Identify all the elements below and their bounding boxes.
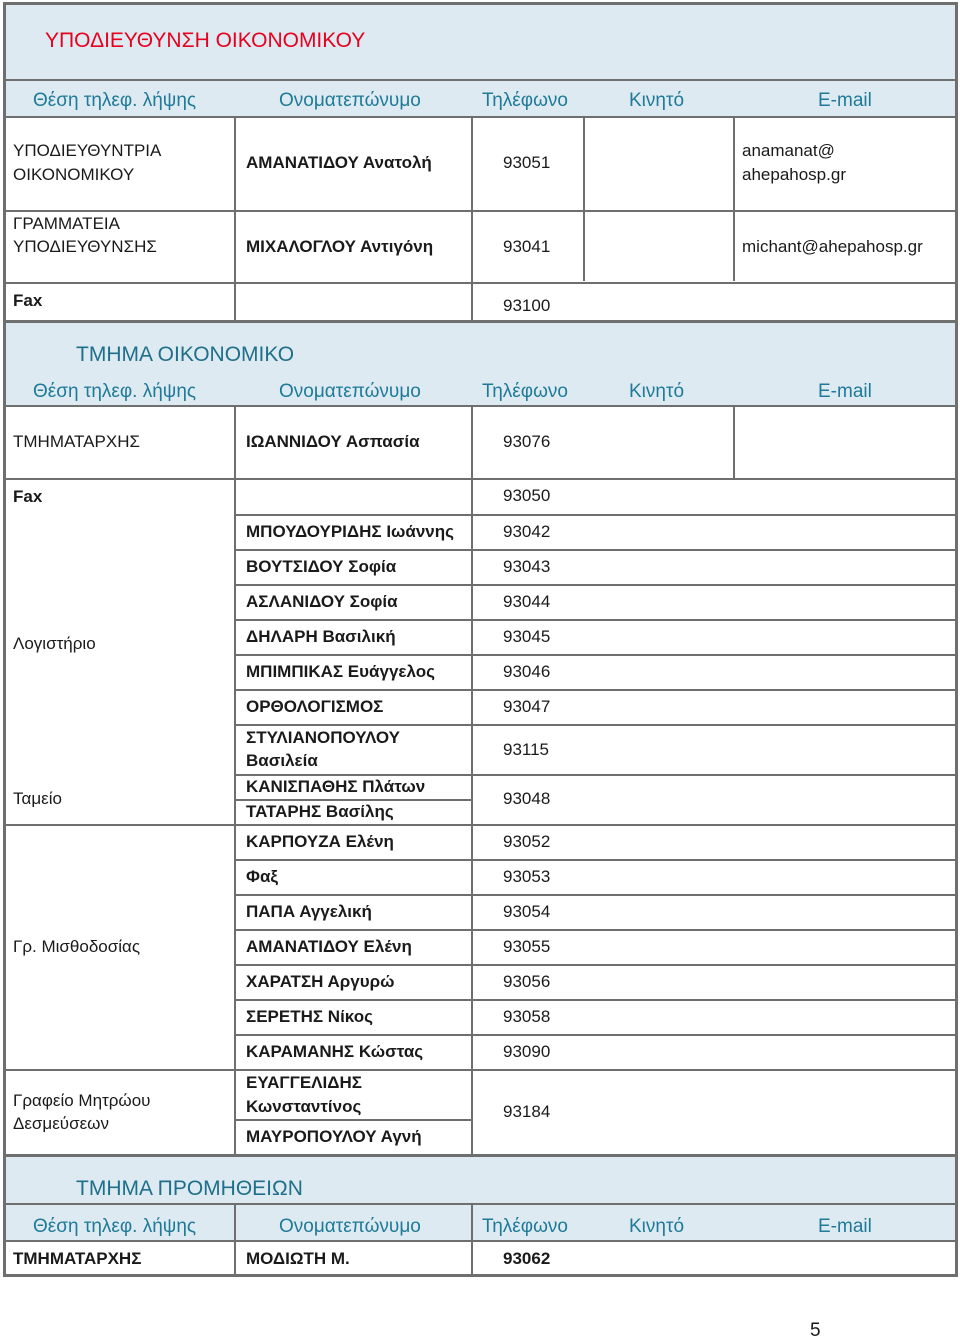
name-cell: ΜΟΔΙΩΤΗ Μ. [246,1249,350,1268]
phone-cell: 93050 [503,486,551,505]
column-header-phone: Τηλέφωνο [482,90,568,111]
phone-cell: 93184 [503,1102,551,1121]
phone-cell: 93042 [503,522,551,541]
column-header-email: E-mail [818,1216,872,1237]
name-cell: ΚΑΡΠΟΥΖΑ Ελένη [246,832,394,851]
section3-title: ΤΜΗΜΑ ΠΡΟΜΗΘΕΙΩΝ [76,1177,303,1200]
column-header-name: Ονοματεπώνυμο [279,381,421,402]
email-cell: anamanat@ [742,141,835,160]
name-cell: ΑΜΑΝΑΤΙΔΟΥ Ανατολή [246,153,432,172]
position-cell: ΥΠΟΔΙΕΥΘΥΝΣΗΣ [13,237,157,256]
name-cell: ΕΥΑΓΓΕΛΙΔΗΣ [246,1073,362,1092]
name-cell: ΜΠΙΜΠΙΚΑΣ Ευάγγελος [246,662,435,681]
position-cell: ΤΜΗΜΑΤΑΡΧΗΣ [13,432,140,451]
phone-cell: 93043 [503,557,551,576]
column-header-mobile: Κινητό [629,90,685,111]
phone-cell: 93056 [503,972,551,991]
name-cell: Κωνσταντίνος [246,1097,362,1116]
fax-label: Fax [13,291,43,310]
phone-cell: 93046 [503,662,551,681]
column-header-position: Θέση τηλεφ. λήψης [33,1216,197,1237]
phone-cell: 93090 [503,1042,551,1061]
phone-cell: 93054 [503,902,551,921]
position-cell: ΓΡΑΜΜΑΤΕΙΑ [13,214,120,233]
name-cell: ΤΑΤΑΡΗΣ Βασίλης [246,802,394,821]
position-cell: ΥΠΟΔΙΕΥΘΥΝΤΡΙΑ [13,141,162,160]
column-header-email: E-mail [818,90,872,111]
name-cell: ΑΣΛΑΝΙΔΟΥ Σοφία [246,592,398,611]
phone-cell: 93115 [503,740,550,759]
name-cell: ΣΕΡΕΤΗΣ Νίκος [246,1007,373,1026]
name-cell: Βασιλεία [246,751,318,770]
phone-cell: 93062 [503,1249,551,1268]
column-header-position: Θέση τηλεφ. λήψης [33,90,197,111]
name-cell: ΙΩΑΝΝΙΔΟΥ Ασπασία [246,432,420,451]
position-cell: ΤΜΗΜΑΤΑΡΧΗΣ [13,1249,142,1268]
phone-cell: 93052 [503,832,551,851]
phone-cell: 93058 [503,1007,551,1026]
name-cell: Φαξ [246,867,278,886]
phone-cell: 93076 [503,432,551,451]
phone-cell: 93100 [503,296,551,315]
column-header-position: Θέση τηλεφ. λήψης [33,381,197,402]
fax-label: Fax [13,487,43,506]
phone-cell: 93051 [503,153,551,172]
name-cell: ΜΑΥΡΟΠΟΥΛΟΥ Αγνή [246,1127,422,1146]
name-cell: ΒΟΥΤΣΙΔΟΥ Σοφία [246,557,397,576]
phone-cell: 93048 [503,789,551,808]
group-label: Δεσμεύσεων [13,1114,109,1133]
phone-cell: 93055 [503,937,551,956]
page-number: 5 [810,1320,821,1341]
group-label: Ταμείο [13,789,62,808]
phone-cell: 93041 [503,237,551,256]
name-cell: ΟΡΘΟΛΟΓΙΣΜΟΣ [246,697,384,716]
email-cell: michant@ahepahosp.gr [742,237,923,256]
group-label: Λογιστήριο [13,634,96,653]
contact-directory [3,2,958,1276]
name-cell: ΠΑΠΑ Αγγελική [246,902,372,921]
group-label: Γραφείο Μητρώου [13,1091,151,1110]
name-cell: ΔΗΛΑΡΗ Βασιλική [246,627,396,646]
name-cell: ΧΑΡΑΤΣΗ Αργυρώ [246,972,395,991]
column-header-phone: Τηλέφωνο [482,1216,568,1237]
column-header-phone: Τηλέφωνο [482,381,568,402]
name-cell: ΜΠΟΥΔΟΥΡΙΔΗΣ Ιωάννης [246,522,454,541]
column-header-mobile: Κινητό [629,381,685,402]
name-cell: ΚΑΡΑΜΑΝΗΣ Κώστας [246,1042,424,1061]
phone-cell: 93053 [503,867,551,886]
phone-cell: 93044 [503,592,551,611]
group-label: Γρ. Μισθοδοσίας [13,937,141,956]
column-header-mobile: Κινητό [629,1216,685,1237]
column-header-name: Ονοματεπώνυμο [279,90,421,111]
name-cell: ΑΜΑΝΑΤΙΔΟΥ Ελένη [246,937,412,956]
position-cell: ΟΙΚΟΝΟΜΙΚΟΥ [13,165,135,184]
column-header-email: E-mail [818,381,872,402]
email-cell: ahepahosp.gr [742,165,846,184]
section2-title: ΤΜΗΜΑ ΟΙΚΟΝΟΜΙΚΟ [76,343,295,366]
phone-cell: 93045 [503,627,551,646]
section1-title: ΥΠΟΔΙΕΥΘΥΝΣΗ ΟΙΚΟΝΟΜΙΚΟΥ [45,29,366,52]
name-cell: ΜΙΧΑΛΟΓΛΟΥ Αντιγόνη [246,237,434,256]
name-cell: ΚΑΝΙΣΠΑΘΗΣ Πλάτων [246,777,426,796]
name-cell: ΣΤΥΛΙΑΝΟΠΟΥΛΟΥ [246,728,401,747]
column-header-name: Ονοματεπώνυμο [279,1216,421,1237]
phone-cell: 93047 [503,697,551,716]
